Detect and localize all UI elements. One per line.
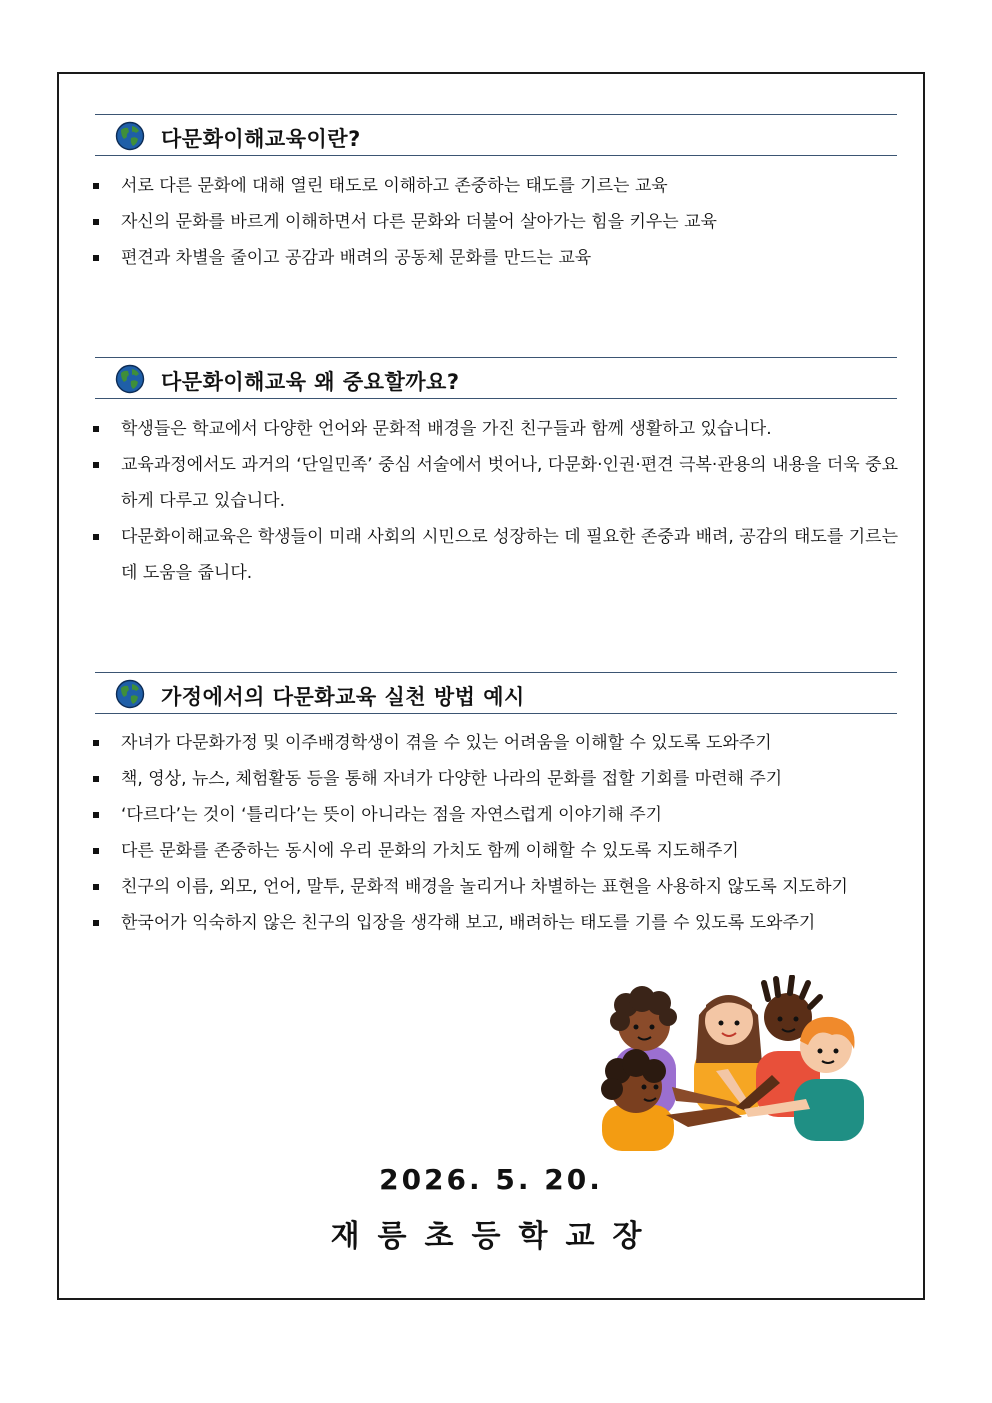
document-signer: 재릉초등학교장 xyxy=(330,1219,660,1254)
list-item: 서로 다른 문화에 대해 열린 태도로 이해하고 존중하는 태도를 기르는 교육 xyxy=(90,168,898,204)
globe-icon xyxy=(115,364,145,394)
list-item: 자신의 문화를 바르게 이해하면서 다른 문화와 더불어 살아가는 힘을 키우는 교육 xyxy=(90,204,898,240)
list-item: 다문화이해교육은 학생들이 미래 사회의 시민으로 성장하는 데 필요한 존중과 배려, 공감의 태도를 기르는 데 도움을 줍니다. xyxy=(90,519,898,591)
section-header-home-practice xyxy=(95,672,897,714)
bullet-icon xyxy=(93,848,99,854)
bullet-list xyxy=(90,411,898,591)
bullet-icon xyxy=(93,884,99,890)
globe-icon xyxy=(115,121,145,151)
bullet-list xyxy=(90,168,898,276)
section-title: 다문화이해교육 왜 중요할까요? xyxy=(161,370,460,394)
bullet-icon xyxy=(93,183,99,189)
bullet-list xyxy=(90,725,898,941)
bullet-icon xyxy=(93,920,99,926)
globe-icon xyxy=(115,679,145,709)
list-item: 교육과정에서도 과거의 ‘단일민족’ 중심 서술에서 벗어나, 다문화·인권·편견 극복·관용의 내용을 더욱 중요하게 다루고 있습니다. xyxy=(90,447,898,519)
list-item: 학생들은 학교에서 다양한 언어와 문화적 배경을 가진 친구들과 함께 생활하고 있습니다. xyxy=(90,411,898,447)
list-item: 친구의 이름, 외모, 언어, 말투, 문화적 배경을 놀리거나 차별하는 표현을 사용하지 않도록 지도하기 xyxy=(90,869,898,905)
bullet-icon xyxy=(93,776,99,782)
list-item: ‘다르다’는 것이 ‘틀리다’는 뜻이 아니라는 점을 자연스럽게 이야기해 주기 xyxy=(90,797,898,833)
section-header-why-important xyxy=(95,357,897,399)
children-stacking-hands-illustration xyxy=(596,975,868,1153)
list-item: 다른 문화를 존중하는 동시에 우리 문화의 가치도 함께 이해할 수 있도록 지도해주기 xyxy=(90,833,898,869)
bullet-icon xyxy=(93,740,99,746)
list-item: 한국어가 익숙하지 않은 친구의 입장을 생각해 보고, 배려하는 태도를 기를 수 있도록 도와주기 xyxy=(90,905,898,941)
bullet-icon xyxy=(93,426,99,432)
section-header-what-is xyxy=(95,114,897,156)
list-item: 책, 영상, 뉴스, 체험활동 등을 통해 자녀가 다양한 나라의 문화를 접할 기회를 마련해 주기 xyxy=(90,761,898,797)
bullet-icon xyxy=(93,812,99,818)
bullet-icon xyxy=(93,534,99,540)
bullet-icon xyxy=(93,255,99,261)
section-title: 다문화이해교육이란? xyxy=(161,127,361,151)
section-title: 가정에서의 다문화교육 실천 방법 예시 xyxy=(161,685,525,709)
document-date: 2026. 5. 20. xyxy=(379,1163,603,1196)
list-item: 자녀가 다문화가정 및 이주배경학생이 겪을 수 있는 어려움을 이해할 수 있도록 도와주기 xyxy=(90,725,898,761)
bullet-icon xyxy=(93,219,99,225)
bullet-icon xyxy=(93,462,99,468)
list-item: 편견과 차별을 줄이고 공감과 배려의 공동체 문화를 만드는 교육 xyxy=(90,240,898,276)
